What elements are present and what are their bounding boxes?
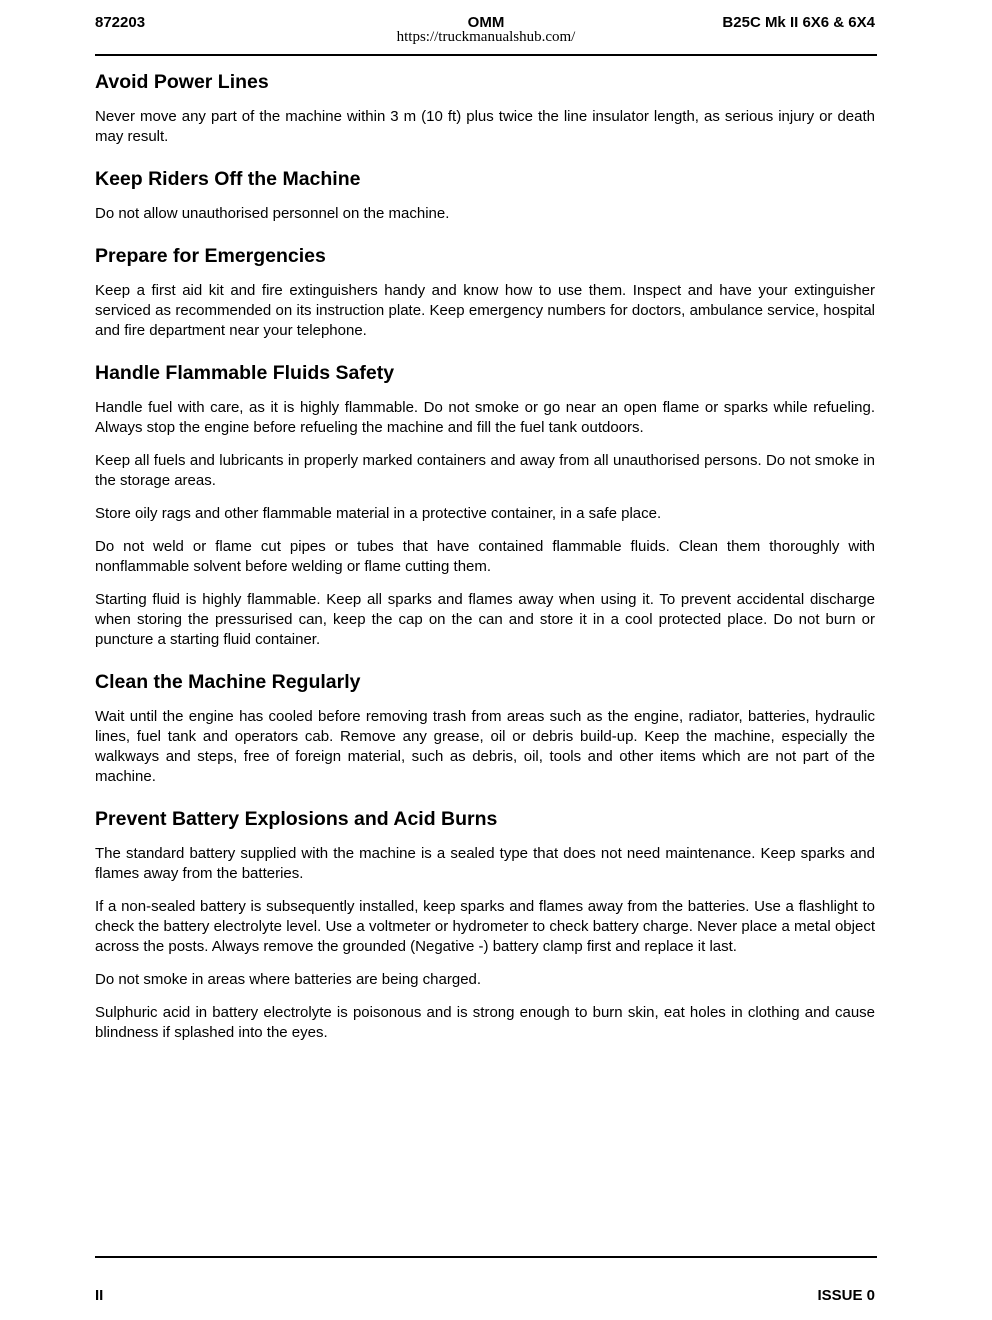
paragraph: If a non-sealed battery is subsequently installed, keep sparks and flames away from the batteries. Use a flashlight to check the battery electrolyte level. Use a voltmeter or hydrometer to check battery charge. Never place a metal object across the posts. Always remove the grounded (Negative -) battery clamp first and replace it last. [95, 898, 875, 955]
paragraph: Handle fuel with care, as it is highly flammable. Do not smoke or go near an open flame or sparks while refueling. Always stop the engine before refueling the machine and fill the fuel tank outdoors. [95, 399, 875, 436]
header-title: OMM [467, 14, 505, 31]
section-title: Keep Riders Off the Machine [95, 168, 361, 190]
page-footer [95, 1256, 877, 1304]
footer-issue: ISSUE 0 [817, 1287, 875, 1304]
paragraph: Never move any part of the machine within 3 m (10 ft) plus twice the line insulator length, as serious injury or death may result. [95, 108, 875, 145]
section-prepare-for-emergencies [95, 244, 875, 341]
paragraph: Keep a first aid kit and fire extinguishers handy and know how to use them. Inspect and have your extinguisher serviced as recommended on its instruction plate. Keep emergency numbers for doctors, ambulance service, hospital and fire department near your telephone. [95, 282, 875, 339]
section-battery-explosions [95, 807, 875, 1043]
paragraph: Do not allow unauthorised personnel on the machine. [95, 205, 450, 222]
paragraph: Do not weld or flame cut pipes or tubes that have contained flammable fluids. Clean them thoroughly with nonflammable solvent before welding or flame cutting them. [95, 538, 875, 575]
section-title: Clean the Machine Regularly [95, 671, 361, 693]
page-content [95, 70, 875, 1056]
section-title: Avoid Power Lines [95, 71, 269, 93]
header-doc-number: 872203 [95, 14, 146, 31]
section-title: Prevent Battery Explosions and Acid Burns [95, 808, 498, 830]
paragraph: Do not smoke in areas where batteries are being charged. [95, 971, 482, 988]
footer-page-number: II [95, 1287, 104, 1304]
paragraph: Sulphuric acid in battery electrolyte is poisonous and is strong enough to burn skin, eat holes in clothing and cause blindness if splashed into the eyes. [95, 1004, 875, 1041]
section-title: Handle Flammable Fluids Safety [95, 362, 395, 384]
section-avoid-power-lines [95, 70, 875, 147]
paragraph: Keep all fuels and lubricants in properly marked containers and away from all unauthorised persons. Do not smoke in the storage areas. [95, 452, 875, 489]
paragraph: Starting fluid is highly flammable. Keep all sparks and flames away when using it. To prevent accidental discharge when storing the pressurised can, keep the cap on the can and store it in a cool protected place. Do not burn or puncture a starting fluid container. [95, 591, 875, 648]
header-model: B25C Mk II 6X6 & 6X4 [722, 14, 875, 31]
section-title: Prepare for Emergencies [95, 245, 326, 267]
page-header [95, 14, 877, 56]
paragraph: Wait until the engine has cooled before removing trash from areas such as the engine, radiator, batteries, hydraulic lines, fuel tank and operators cab. Remove any grease, oil or debris build-up. Keep the machine, especially the walkways and steps, free of foreign material, such as debris, oil, tools and other items which are not part of the machine. [95, 708, 875, 785]
section-flammable-fluids [95, 361, 875, 650]
paragraph: The standard battery supplied with the machine is a sealed type that does not need maintenance. Keep sparks and flames away from the batteries. [95, 845, 875, 882]
paragraph: Store oily rags and other flammable material in a protective container, in a safe place. [95, 505, 662, 522]
section-clean-machine [95, 670, 875, 787]
header-url: https://truckmanualshub.com/ [396, 29, 576, 45]
section-keep-riders-off [95, 167, 875, 224]
